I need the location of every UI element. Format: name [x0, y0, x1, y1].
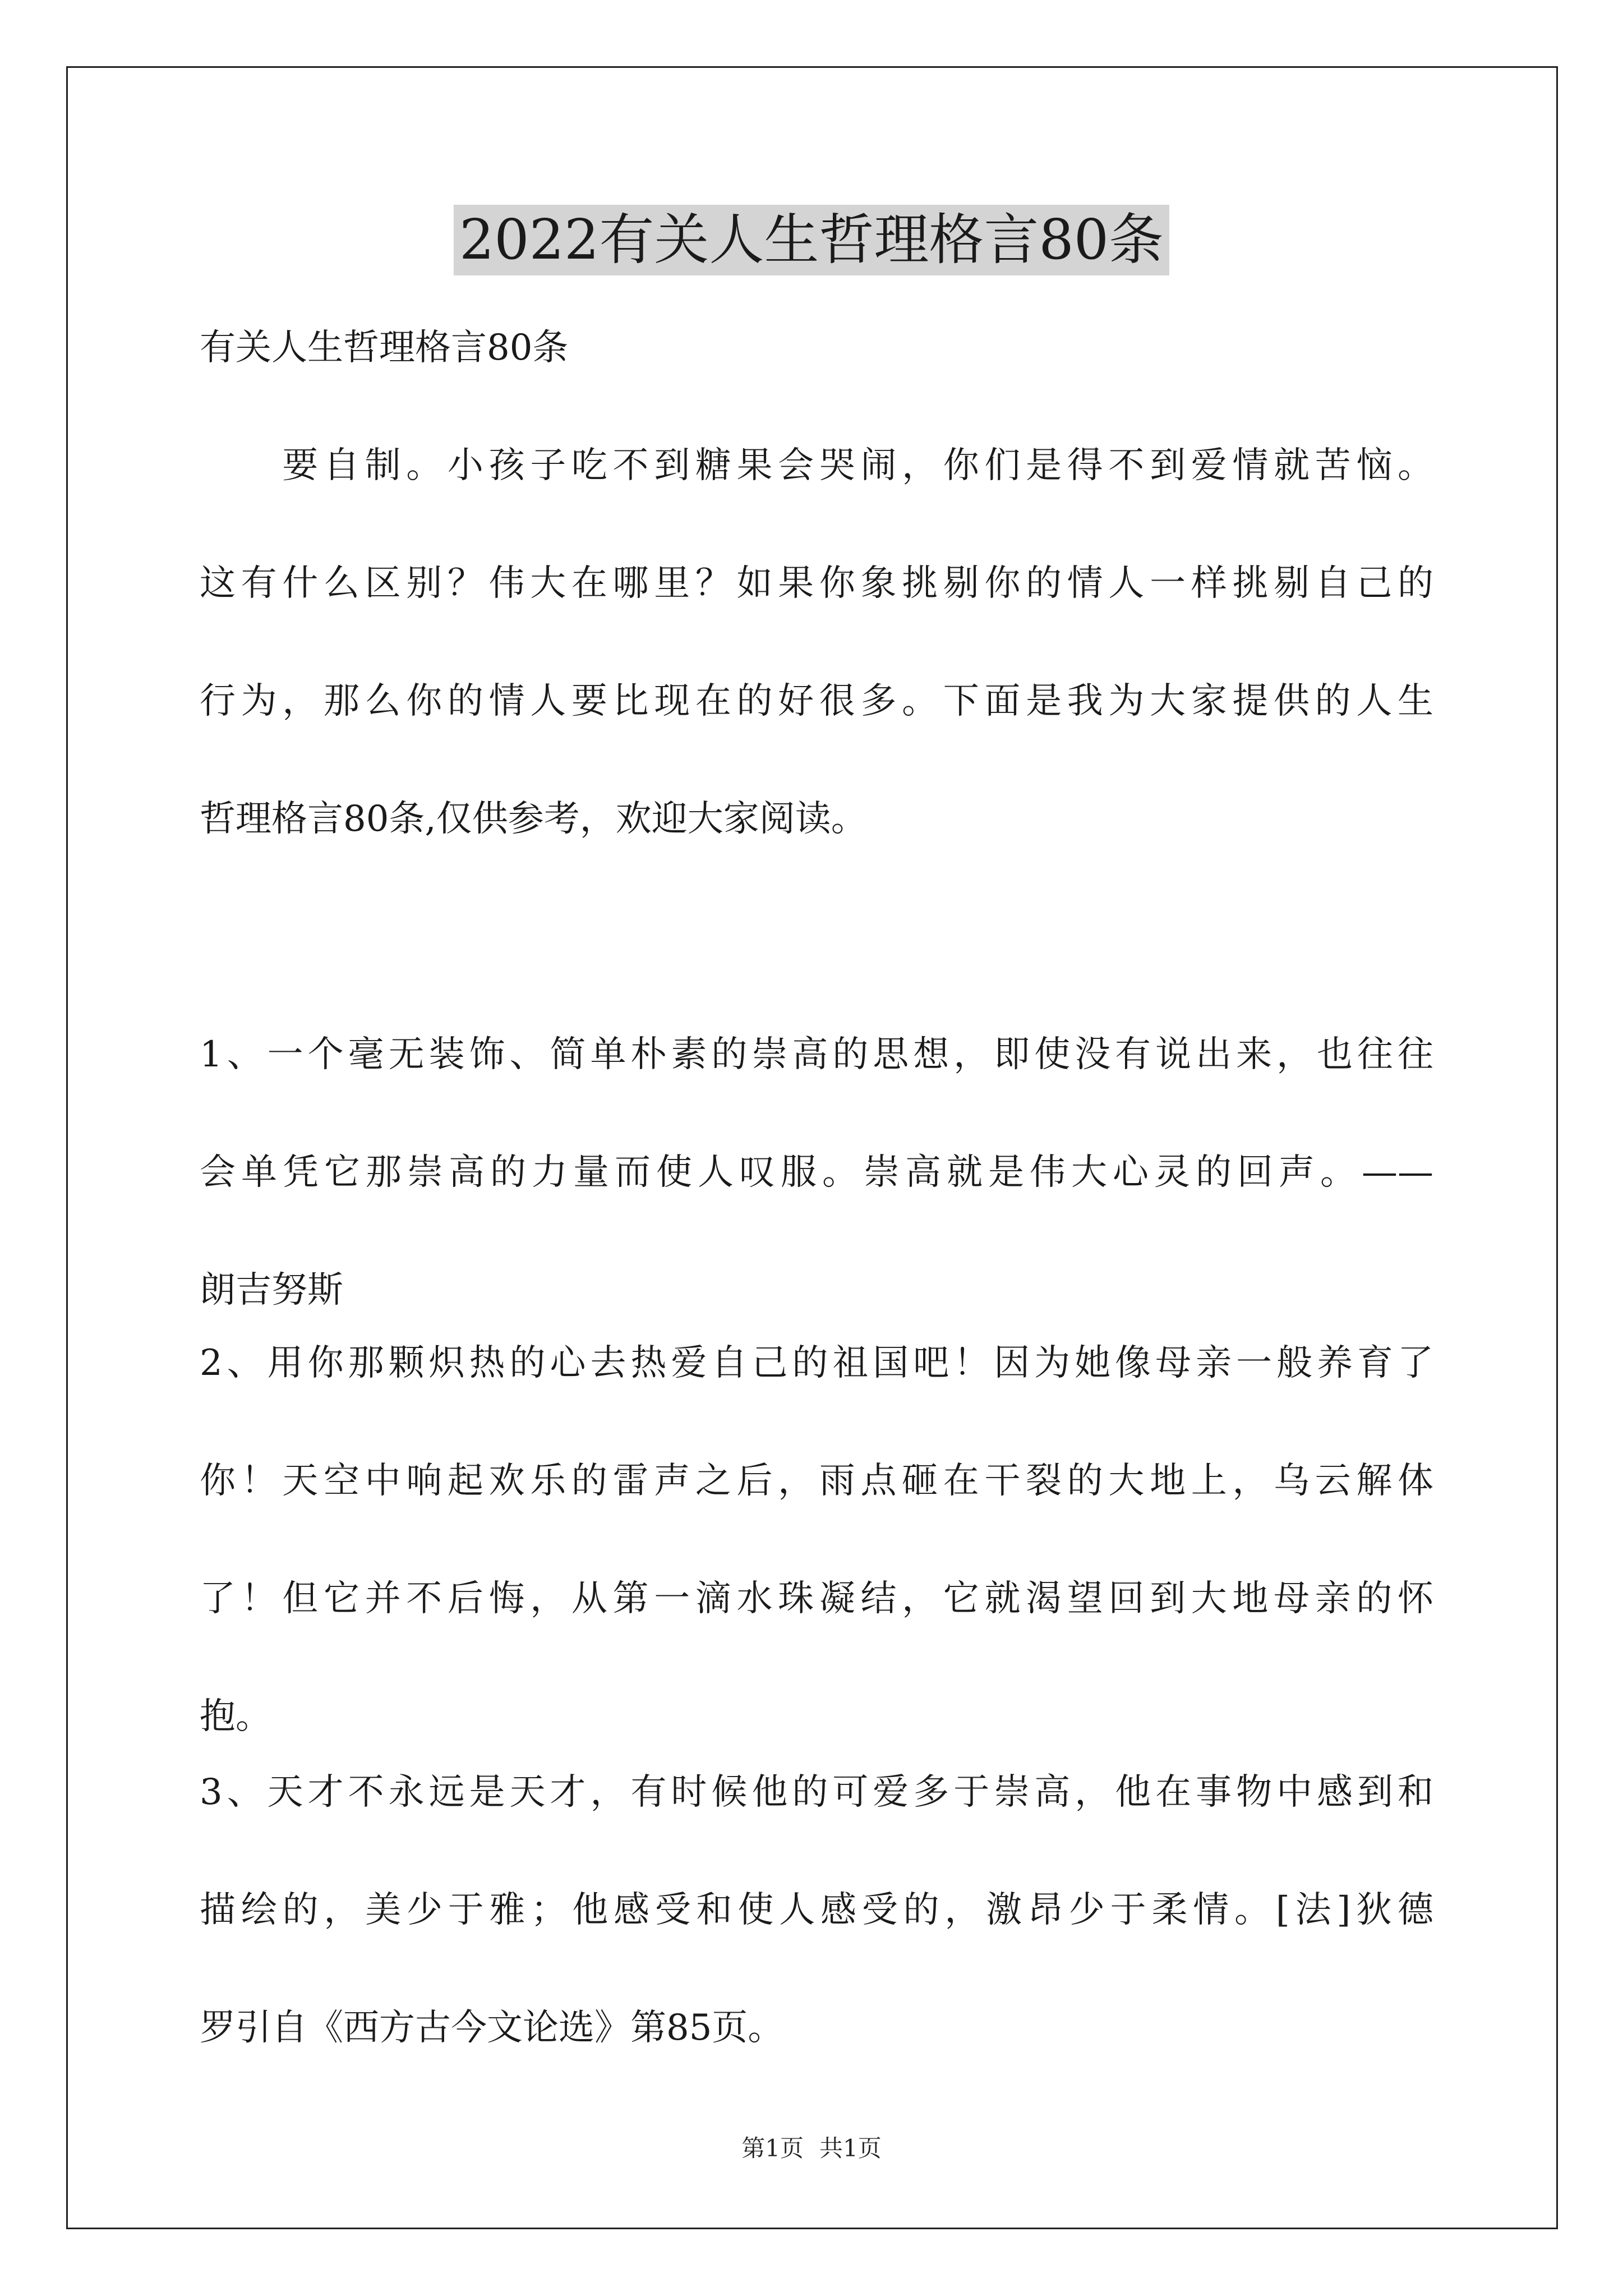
quote-line: 描绘的，美少于雅；他感受和使人感受的，激昂少于柔情。[法]狄德	[200, 1889, 1433, 1931]
intro-line: 行为，那么你的情人要比现在的好很多。下面是我为大家提供的人生	[200, 680, 1433, 722]
quote-line: 2、用你那颗炽热的心去热爱自己的祖国吧！因为她像母亲一般养育了	[200, 1342, 1433, 1384]
quote-line: 你！天空中响起欢乐的雷声之后，雨点砸在干裂的大地上，乌云解体	[200, 1460, 1433, 1502]
quote-line: 朗吉努斯	[200, 1269, 343, 1311]
document-title-text: 2022有关人生哲理格言80条	[454, 205, 1169, 275]
quote-line: 1、一个毫无装饰、简单朴素的崇高的思想，即使没有说出来，也往往	[200, 1034, 1433, 1075]
page-number: 第1页	[741, 2134, 804, 2162]
page-footer	[0, 2132, 1623, 2165]
intro-line: 这有什么区别？伟大在哪里？如果你象挑剔你的情人一样挑剔自己的	[200, 563, 1433, 604]
document-title	[0, 201, 1623, 279]
quote-line: 3、天才不永远是天才，有时候他的可爱多于崇高，他在事物中感到和	[200, 1772, 1433, 1813]
quote-line: 会单凭它那崇高的力量而使人叹服。崇高就是伟大心灵的回声。——	[200, 1152, 1433, 1193]
document-subtitle: 有关人生哲理格言80条	[200, 327, 569, 369]
page-total: 共1页	[819, 2134, 882, 2162]
quote-line: 罗引自《西方古今文论选》第85页。	[200, 2007, 784, 2049]
quote-line: 抱。	[200, 1696, 271, 1737]
quote-line: 了！但它并不后悔，从第一滴水珠凝结，它就渴望回到大地母亲的怀	[200, 1578, 1433, 1619]
intro-line: 要自制。小孩子吃不到糖果会哭闹，你们是得不到爱情就苦恼。	[200, 445, 1433, 486]
intro-line: 哲理格言80条,仅供参考，欢迎大家阅读。	[200, 798, 867, 840]
